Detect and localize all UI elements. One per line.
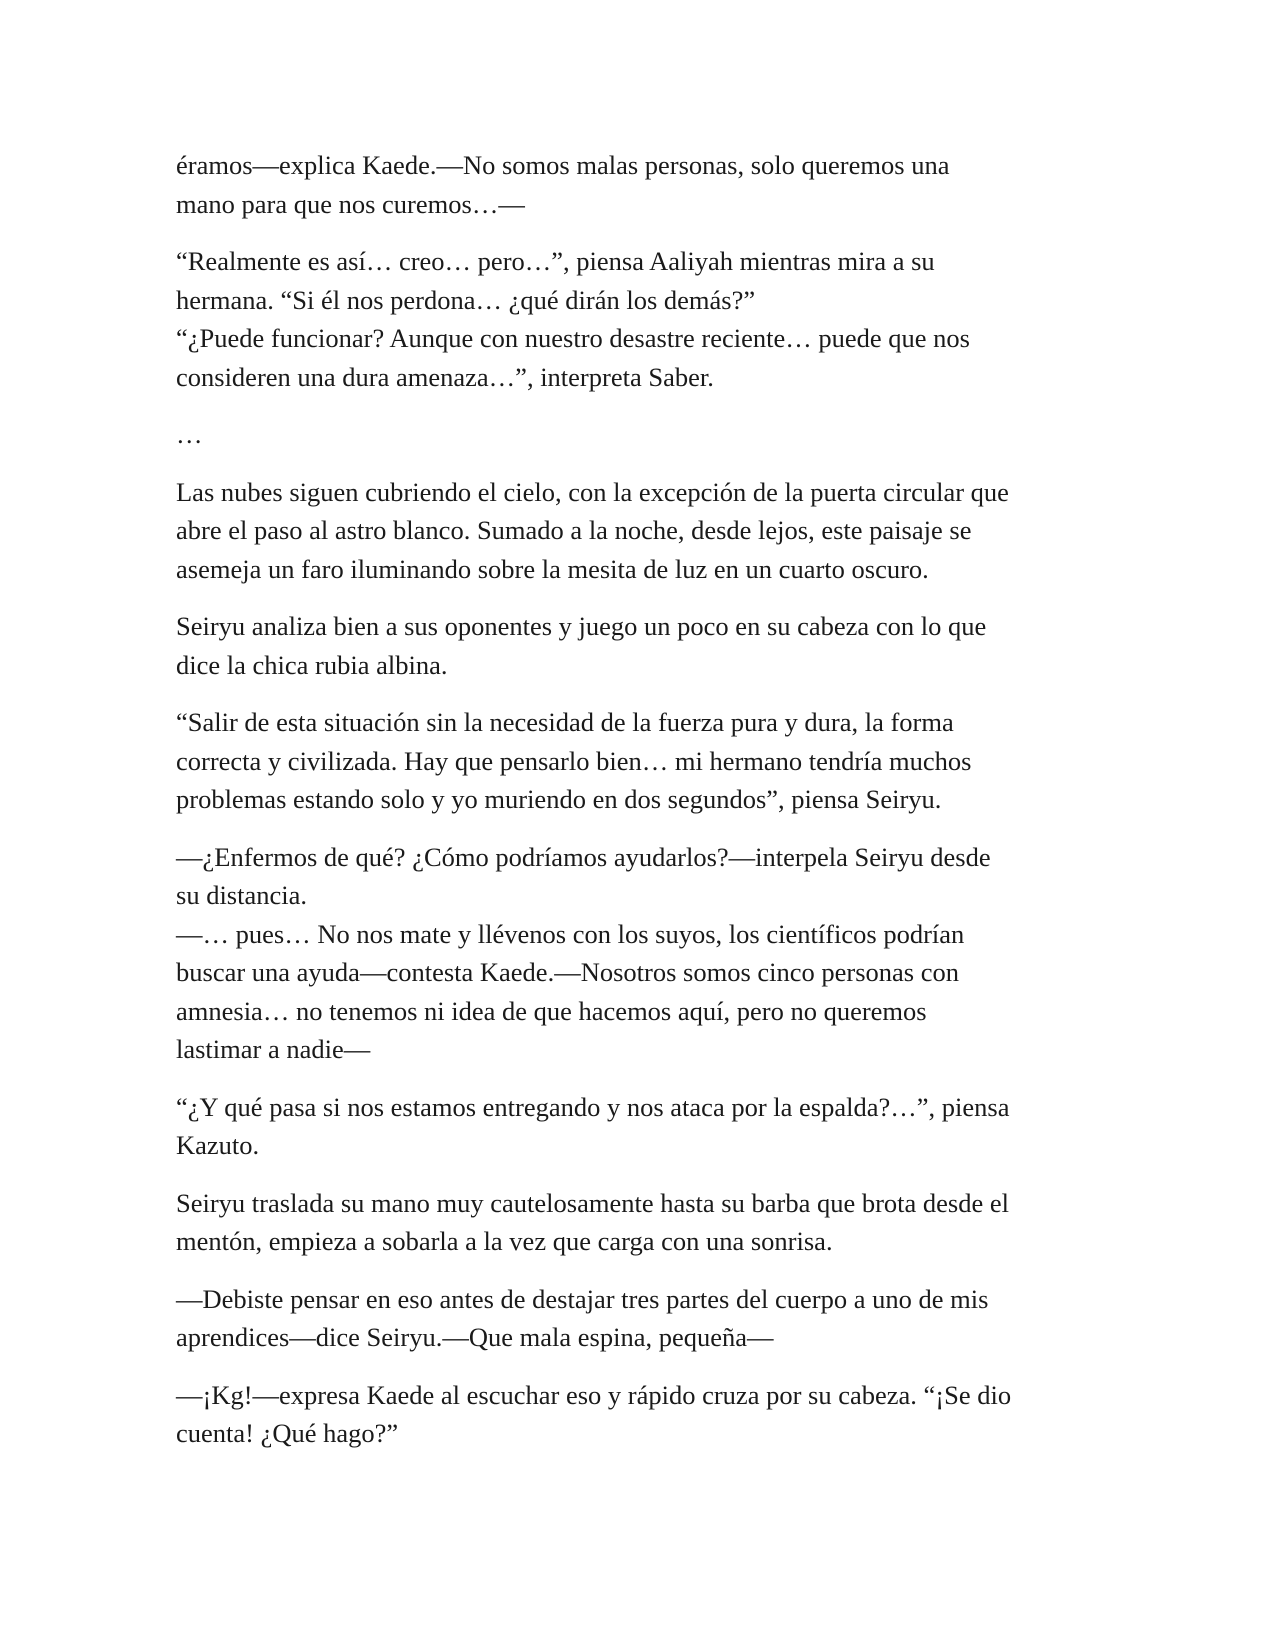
paragraph xyxy=(176,1088,1106,1165)
paragraph xyxy=(176,1280,1106,1357)
text-line: asemeja un faro iluminando sobre la mesita de luz en un cuarto oscuro. xyxy=(176,553,929,584)
paragraph xyxy=(176,1376,1106,1453)
text-line: mentón, empieza a sobarla a la vez que carga con una sonrisa. xyxy=(176,1226,833,1256)
text-line: abre el paso al astro blanco. Sumado a la noche, desde lejos, este paisaje se xyxy=(176,515,972,545)
text-line: problemas estando solo y yo muriendo en dos segundos”, piensa Seiryu. xyxy=(176,784,942,814)
text-line: hermana. “Si él nos perdona… ¿qué dirán los demás?” xyxy=(176,284,756,315)
text-line: Las nubes siguen cubriendo el cielo, con la excepción de la puerta circular que xyxy=(176,476,1009,507)
text-line: cuenta! ¿Qué hago?” xyxy=(176,1418,399,1448)
paragraph xyxy=(176,703,1106,819)
scene-break xyxy=(176,415,1106,454)
text-line: mano para que nos curemos…— xyxy=(176,188,525,219)
paragraph xyxy=(176,146,1106,223)
text-line: “¿Puede funcionar? Aunque con nuestro desastre reciente… puede que nos xyxy=(176,323,970,353)
text-line: —¡Kg!—expresa Kaede al escuchar eso y rápido cruza por su cabeza. “¡Se dio xyxy=(176,1379,1012,1410)
text-line: consideren una dura amenaza…”, interpreta Saber. xyxy=(176,361,714,392)
text-line: “Salir de esta situación sin la necesidad de la fuerza pura y dura, la forma xyxy=(176,707,954,737)
text-line: dice la chica rubia albina. xyxy=(176,649,448,680)
text-line: correcta y civilizada. Hay que pensarlo bien… mi hermano tendría muchos xyxy=(176,745,972,776)
text-line: Seiryu traslada su mano muy cautelosamente hasta su barba que brota desde el xyxy=(176,1187,1010,1218)
text-line: Seiryu analiza bien a sus oponentes y juego un poco en su cabeza con lo que xyxy=(176,611,987,641)
text-line: “¿Y qué pasa si nos estamos entregando y nos ataca por la espalda?…”, piensa xyxy=(176,1091,1010,1122)
text-line: lastimar a nadie— xyxy=(176,1034,371,1064)
ellipsis-separator: … xyxy=(176,419,203,449)
text-line: aprendices—dice Seiryu.—Que mala espina, pequeña— xyxy=(176,1322,774,1352)
text-line: amnesia… no tenemos ni idea de que hacemos aquí, pero no queremos xyxy=(176,995,927,1026)
text-line: buscar una ayuda—contesta Kaede.—Nosotros somos cinco personas con xyxy=(176,957,960,987)
text-line: —… pues… No nos mate y llévenos con los suyos, los científicos podrían xyxy=(176,918,965,949)
paragraph xyxy=(176,1184,1106,1261)
text-line: éramos—explica Kaede.—No somos malas personas, solo queremos una xyxy=(176,150,950,180)
text-line: “Realmente es así… creo… pero…”, piensa Aaliyah mientras mira a su xyxy=(176,246,935,276)
text-line: Kazuto. xyxy=(176,1130,260,1160)
text-line: —Debiste pensar en eso antes de destajar tres partes del cuerpo a uno de mis xyxy=(176,1283,989,1314)
paragraph xyxy=(176,838,1106,1069)
paragraph xyxy=(176,473,1106,589)
document-page xyxy=(176,146,1106,1472)
text-line: —¿Enfermos de qué? ¿Cómo podríamos ayudarlos?—interpela Seiryu desde xyxy=(176,841,991,872)
paragraph xyxy=(176,607,1106,684)
paragraph xyxy=(176,242,1106,396)
text-line: su distancia. xyxy=(176,880,307,910)
